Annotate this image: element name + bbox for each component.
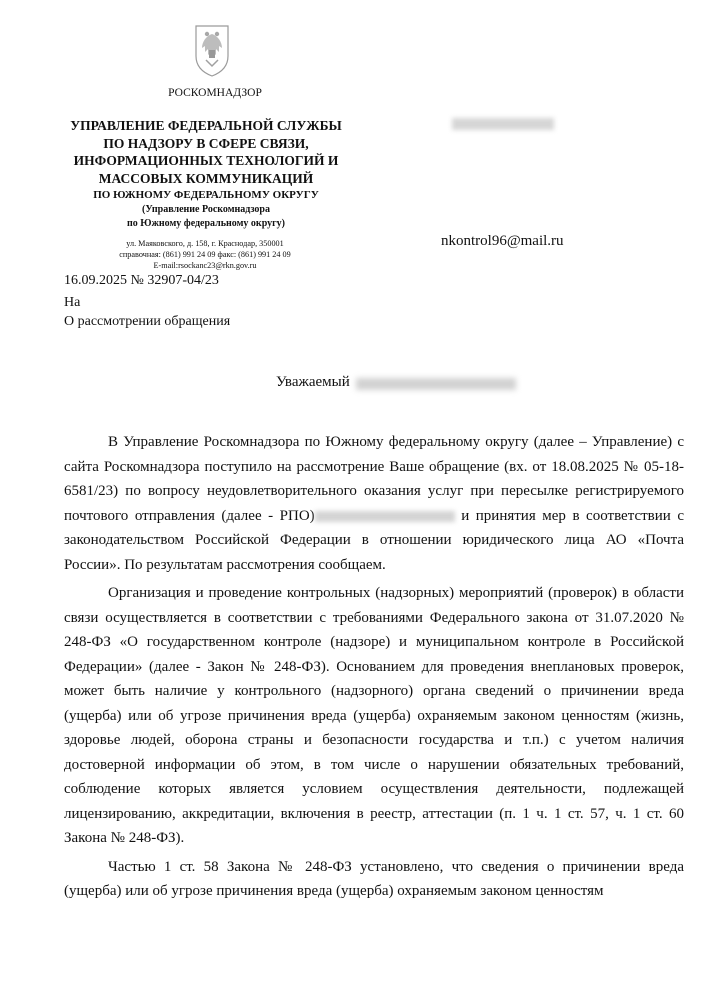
document-subject: О рассмотрении обращения — [64, 314, 231, 329]
paragraph-1-part-b: и принятия мер в соответствии с законодательством Российской Федерации в отношении юридического лица АО «Почта России». По результатам рассмотрения сообщаем. — [64, 507, 684, 573]
agency-email: E-mail:rsockanc23@rkn.gov.ru — [153, 261, 257, 270]
letter-body — [64, 430, 684, 908]
salutation: Уважаемый — [276, 374, 350, 390]
org-line-2: ПО НАДЗОРУ В СФЕРЕ СВЯЗИ, — [103, 135, 309, 151]
paragraph-1-part-a: В Управление Роскомнадзора по Южному федеральному округу (далее – Управление) с сайта Роскомнадзора поступило на рассмотрение Ваше обращение (вх. от 18.08.2025 № 05-18-6581/23) по вопросу неудовлетворительного оказания услуг при пересылке регистрируемого почтового отправления (далее - РПО) — [64, 434, 684, 524]
org-line-4: МАССОВЫХ КОММУНИКАЦИЙ — [98, 170, 314, 186]
reference-label: На — [64, 295, 81, 310]
recipient-email: nkontrol96@mail.ru — [441, 233, 564, 249]
org-line-3: ИНФОРМАЦИОННЫХ ТЕХНОЛОГИЙ И — [73, 153, 339, 168]
agency-short-name: РОСКОМНАДЗОР — [168, 87, 262, 99]
phones: справочная: (861) 991 24 09 факс: (861) 991 24 09 — [119, 250, 291, 259]
rpo-number-redacted — [315, 511, 455, 522]
recipient-name-redacted — [452, 118, 554, 130]
org-region: ПО ЮЖНОМУ ФЕДЕРАЛЬНОМУ ОКРУГУ — [93, 189, 319, 201]
address: ул. Маяковского, д. 158, г. Краснодар, 350001 — [126, 239, 284, 248]
coat-of-arms-emblem — [190, 22, 234, 78]
org-paren-2: по Южному федеральному округу) — [127, 218, 285, 229]
organization-name-block — [56, 117, 356, 231]
addressee-name-redacted — [356, 378, 516, 390]
org-line-1: УПРАВЛЕНИЕ ФЕДЕРАЛЬНОЙ СЛУЖБЫ — [70, 118, 342, 133]
contact-info — [70, 238, 340, 271]
document-date-number: 16.09.2025 № 32907-04/23 — [64, 273, 219, 288]
org-paren-1: (Управление Роскомнадзора — [142, 204, 270, 215]
paragraph-2: Организация и проведение контрольных (надзорных) мероприятий (проверок) в области связи осуществляется в соответствии с требованиями Федерального закона от 31.07.2020 № 248-ФЗ «О государственном контроле (надзоре) и муниципальном контроле в Российской Федерации» (далее - Закон № 248-ФЗ). Основанием для проведения внеплановых проверок, может быть наличие у контрольного (надзорного) органа сведений о причинении вреда (ущерба) или об угрозе причинения вреда (ущерба) охраняемым законом ценностям (жизнь, здоровье людей, оборона страны и безопасности государства и т.п.) с учетом наличия достоверной информации об этом, в том числе о нарушении обязательных требований, соблюдение которых является условием осуществления деятельности, подлежащей лицензированию, аккредитации, включения в реестр, аттестации (п. 1 ч. 1 ст. 57, ч. 1 ст. 60 Закона № 248-ФЗ). — [64, 585, 684, 846]
paragraph-1 — [64, 430, 684, 577]
paragraph-3: Частью 1 ст. 58 Закона № 248-ФЗ установлено, что сведения о причинении вреда (ущерба) или об угрозе причинения вреда (ущерба) охраняемым законом ценностям — [64, 858, 684, 899]
